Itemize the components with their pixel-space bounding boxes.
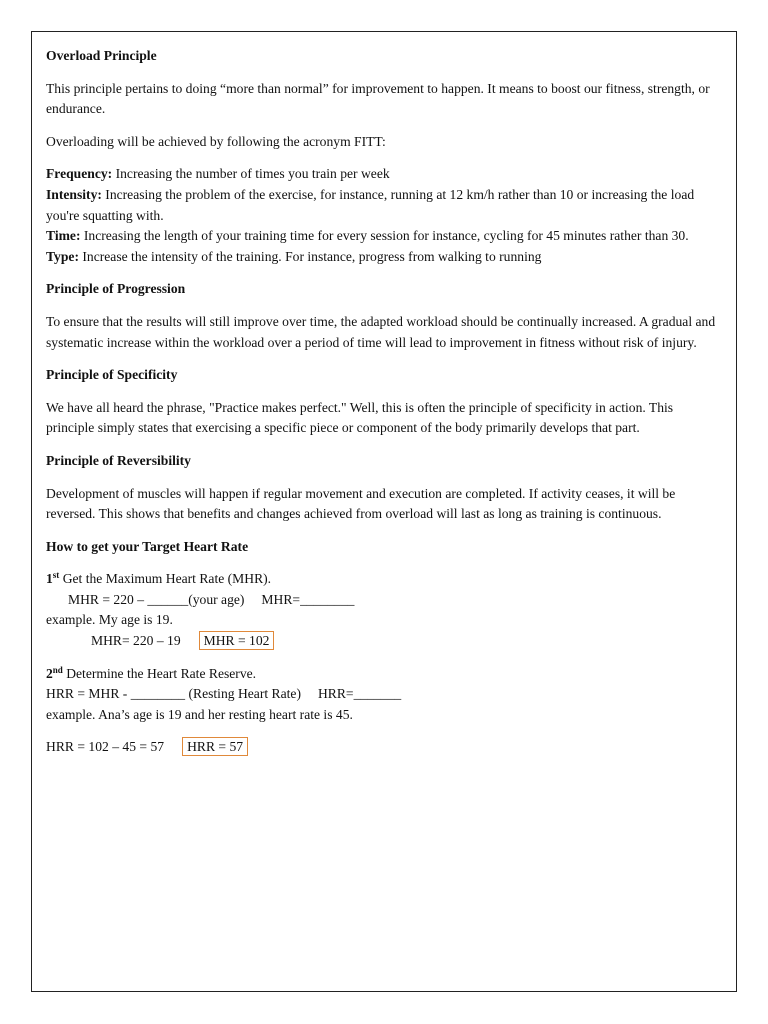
fitt-text: Increasing the number of times you train per week — [112, 166, 390, 182]
fitt-term: Intensity: — [46, 186, 102, 202]
fitt-time — [46, 226, 722, 247]
reversibility-heading: Principle of Reversibility — [46, 452, 191, 468]
overload-paragraph-2: Overloading will be achieved by following the acronym FITT: — [46, 133, 386, 149]
specificity-paragraph: We have all heard the phrase, "Practice makes perfect." Well, this is often the principle of specificity in action. This principle simply states that exercising a specific piece or component of the body primarily develops that part. — [46, 399, 674, 436]
fitt-frequency — [46, 164, 722, 185]
overload-paragraph-1: This principle pertains to doing “more than normal” for improvement to happen. It means to boost our fitness, strength, or endurance. — [46, 80, 710, 117]
step2-text: Determine the Heart Rate Reserve. — [62, 665, 257, 681]
step1-line — [46, 569, 722, 590]
overload-heading: Overload Principle — [46, 48, 157, 63]
progression-paragraph: To ensure that the results will still improve over time, the adapted workload should be continually increased. A gradual and systematic increase within the workload over a period of time will lead to improvement in fitness without risk of injury. — [46, 313, 716, 350]
document-content — [46, 46, 722, 758]
step1-suffix: st — [52, 570, 60, 581]
fitt-term: Time: — [46, 228, 81, 244]
step2-result-box: HRR = 57 — [182, 737, 248, 756]
specificity-heading: Principle of Specificity — [46, 367, 178, 383]
document-page — [31, 31, 737, 992]
step2-calc-line — [46, 737, 722, 758]
fitt-term: Frequency: — [46, 166, 113, 182]
step2-calc: HRR = 102 – 45 = 57 — [46, 739, 165, 755]
step2-example: example. Ana’s age is 19 and her resting heart rate is 45. — [46, 706, 353, 722]
step2-number: 2 — [46, 665, 53, 681]
step1-result-box: MHR = 102 — [199, 631, 275, 650]
fitt-text: Increasing the problem of the exercise, for instance, running at 12 km/h rather than 10 or increasing the load you're squatting with. — [46, 186, 695, 223]
step2-formula: HRR = MHR - ________ (Resting Heart Rate) HRR=_______ — [46, 686, 402, 702]
fitt-text: Increasing the length of your training time for every session for instance, cycling for 45 minutes rather than 30. — [80, 228, 689, 244]
step2-suffix: nd — [52, 664, 63, 675]
step1-calc-line — [46, 631, 722, 652]
step1-example: example. My age is 19. — [46, 612, 173, 628]
fitt-intensity — [46, 185, 722, 226]
progression-heading: Principle of Progression — [46, 281, 186, 297]
step2-line — [46, 664, 722, 685]
step1-text: Get the Maximum Heart Rate (MHR). — [59, 571, 272, 587]
step1-calc: MHR= 220 – 19 — [91, 633, 181, 649]
step1-number: 1 — [46, 571, 53, 587]
reversibility-paragraph: Development of muscles will happen if regular movement and execution are completed. If activity ceases, it will be reversed. This shows that benefits and changes achieved from overload will last as long as training is continuous. — [46, 485, 676, 522]
target-heading: How to get your Target Heart Rate — [46, 538, 249, 554]
fitt-term: Type: — [46, 248, 79, 264]
fitt-text: Increase the intensity of the training. For instance, progress from walking to running — [78, 248, 542, 264]
fitt-type — [46, 247, 722, 268]
step1-formula: MHR = 220 – ______(your age) MHR=________ — [68, 591, 355, 607]
